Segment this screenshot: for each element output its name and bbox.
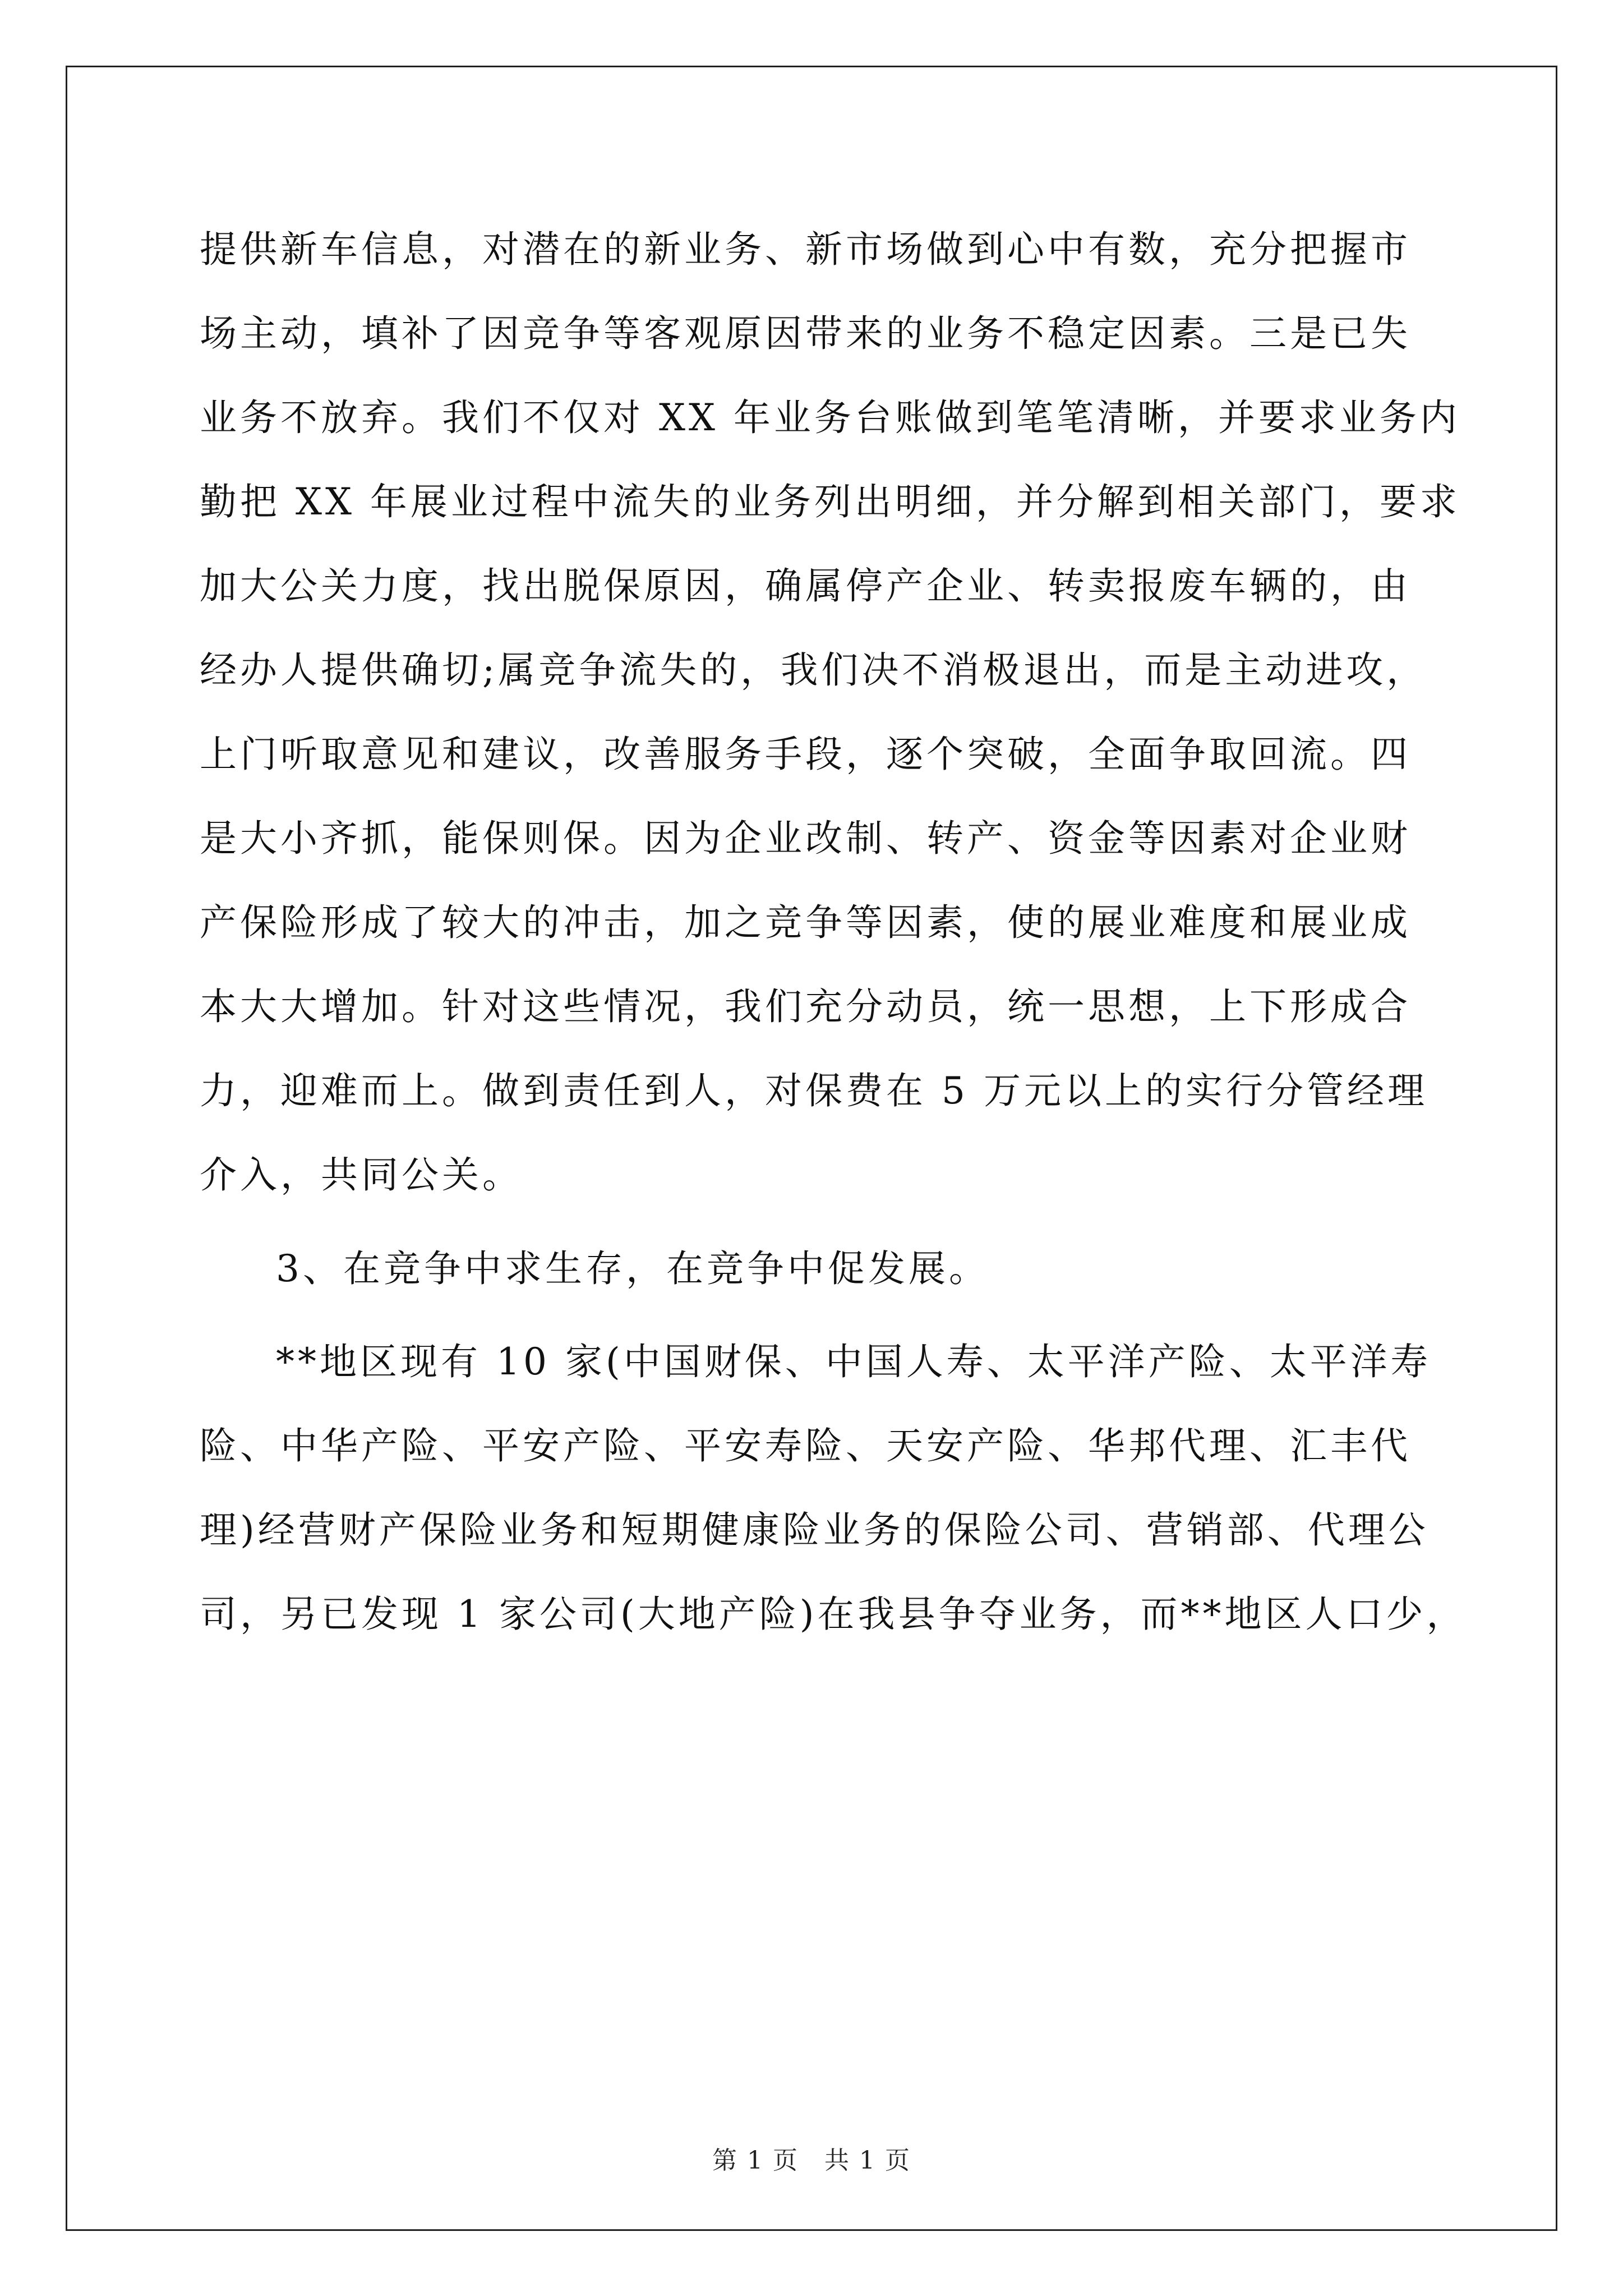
body-line-6: 经办人提供确切;属竞争流失的，我们决不消极退出，而是主动进攻， — [200, 648, 1427, 692]
body-line-15: 险、中华产险、平安产险、平安寿险、天安产险、华邦代理、汇丰代 — [200, 1424, 1411, 1467]
body-line-14: **地区现有 10 家(中国财保、中国人寿、太平洋产险、太平洋寿 — [276, 1340, 1431, 1383]
body-line-10: 本大大增加。针对这些情况，我们充分动员，统一思想，上下形成合 — [200, 985, 1411, 1028]
body-line-3: 业务不放弃。我们不仅对 XX 年业务台账做到笔笔清晰，并要求业务内 — [200, 396, 1460, 439]
body-line-16: 理)经营财产保险业务和短期健康险业务的保险公司、营销部、代理公 — [200, 1508, 1429, 1552]
body-line-11: 力，迎难而上。做到责任到人，对保费在 5 万元以上的实行分管经理 — [200, 1069, 1428, 1112]
body-line-1: 提供新车信息，对潜在的新业务、新市场做到心中有数，充分把握市 — [200, 228, 1411, 271]
body-line-8: 是大小齐抓，能保则保。因为企业改制、转产、资金等因素对企业财 — [200, 817, 1411, 860]
body-line-9: 产保险形成了较大的冲击，加之竞争等因素，使的展业难度和展业成 — [200, 901, 1411, 944]
body-line-17: 司，另已发现 1 家公司(大地产险)在我县争夺业务，而**地区人口少， — [200, 1593, 1467, 1636]
body-line-2: 场主动，填补了因竞争等客观原因带来的业务不稳定因素。三是已失 — [200, 312, 1411, 355]
body-line-7: 上门听取意见和建议，改善服务手段，逐个突破，全面争取回流。四 — [200, 733, 1411, 776]
body-line-12: 介入，共同公关。 — [200, 1153, 523, 1197]
body-line-4: 勤把 XX 年展业过程中流失的业务列出明细，并分解到相关部门，要求 — [200, 480, 1460, 523]
page-number-footer: 第 1 页 共 1 页 — [712, 2146, 911, 2175]
body-line-5: 加大公关力度，找出脱保原因，确属停产企业、转卖报废车辆的，由 — [200, 564, 1411, 608]
section-heading-3: 3、在竞争中求生存，在竞争中促发展。 — [276, 1247, 989, 1290]
